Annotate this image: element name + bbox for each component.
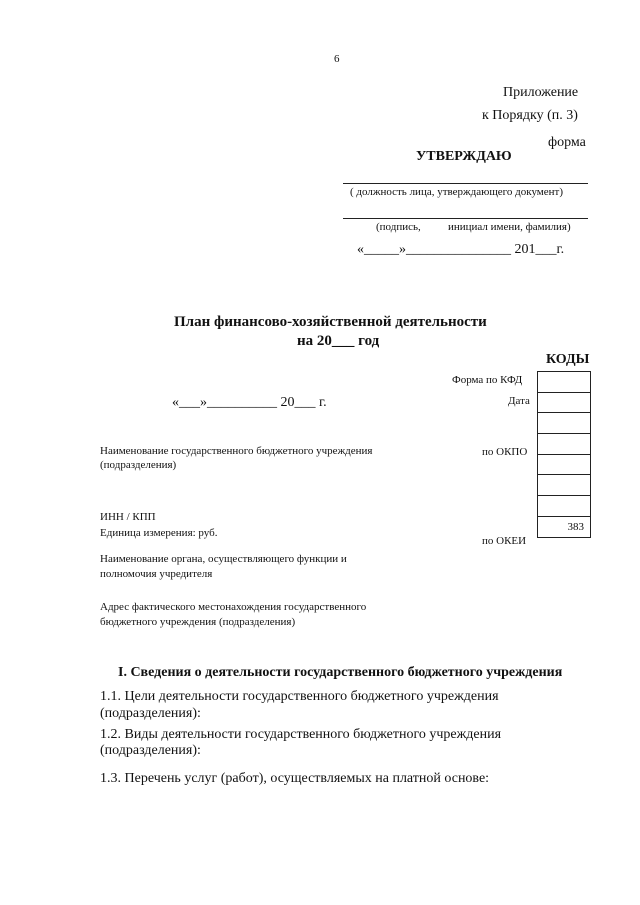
code-cell-okpo	[538, 434, 590, 455]
address-label: Адрес фактического местонахождения государственного	[100, 601, 367, 613]
approve-heading: УТВЕРЖДАЮ	[416, 149, 512, 164]
form-kfd-label: Форма по КФД	[452, 374, 523, 386]
okpo-label: по ОКПО	[482, 446, 528, 458]
plan-date-line: «___»__________ 20___ г.	[172, 395, 327, 410]
code-cell-form-kfd	[538, 372, 590, 393]
section-item-1-1-cont: (подразделения):	[100, 706, 201, 721]
founder-label-2: полномочия учредителя	[100, 568, 213, 580]
date-code-label: Дата	[508, 395, 530, 407]
unit-label: Единица измерения: руб.	[100, 527, 218, 539]
section-item-1-2: 1.2. Виды деятельности государственного бюджетного учреждения	[100, 727, 502, 742]
name-caption: инициал имени, фамилия)	[448, 221, 571, 233]
procedure-reference: к Порядку (п. 3)	[482, 108, 578, 123]
okei-label: по ОКЕИ	[482, 535, 527, 547]
codes-heading: КОДЫ	[546, 352, 590, 367]
code-cell-blank	[538, 413, 590, 434]
institution-name-label: Наименование государственного бюджетного учреждения	[100, 445, 373, 457]
position-line	[343, 183, 588, 184]
code-cell-blank	[538, 496, 590, 517]
section-item-1-1: 1.1. Цели деятельности государственного бюджетного учреждения	[100, 689, 499, 704]
inn-kpp-label: ИНН / КПП	[100, 511, 156, 523]
codes-table	[537, 371, 591, 538]
code-cell-date	[538, 393, 590, 414]
approval-date-line: «_____»_______________ 201___г.	[357, 242, 565, 257]
founder-label: Наименование органа, осуществляющего функции и	[100, 553, 347, 565]
address-label-2: бюджетного учреждения (подразделения)	[100, 616, 296, 628]
signature-caption: (подпись,	[376, 221, 421, 233]
section-item-1-2-cont: (подразделения):	[100, 743, 201, 758]
form-label: форма	[548, 135, 586, 150]
document-title: План финансово-хозяйственной деятельности	[174, 314, 487, 330]
code-cell-blank	[538, 475, 590, 496]
document-year: на 20___ год	[297, 333, 380, 349]
page-number: 6	[334, 53, 340, 65]
position-caption: ( должность лица, утверждающего документ)	[350, 186, 564, 198]
section-heading: I. Сведения о деятельности государственного бюджетного учреждения	[118, 665, 563, 680]
appendix-label: Приложение	[503, 85, 579, 100]
institution-name-label-2: (подразделения)	[100, 459, 177, 471]
code-cell-okei: 383	[538, 517, 590, 538]
code-cell-blank	[538, 455, 590, 476]
signature-line	[343, 218, 588, 219]
section-item-1-3: 1.3. Перечень услуг (работ), осуществляемых на платной основе:	[100, 771, 490, 786]
